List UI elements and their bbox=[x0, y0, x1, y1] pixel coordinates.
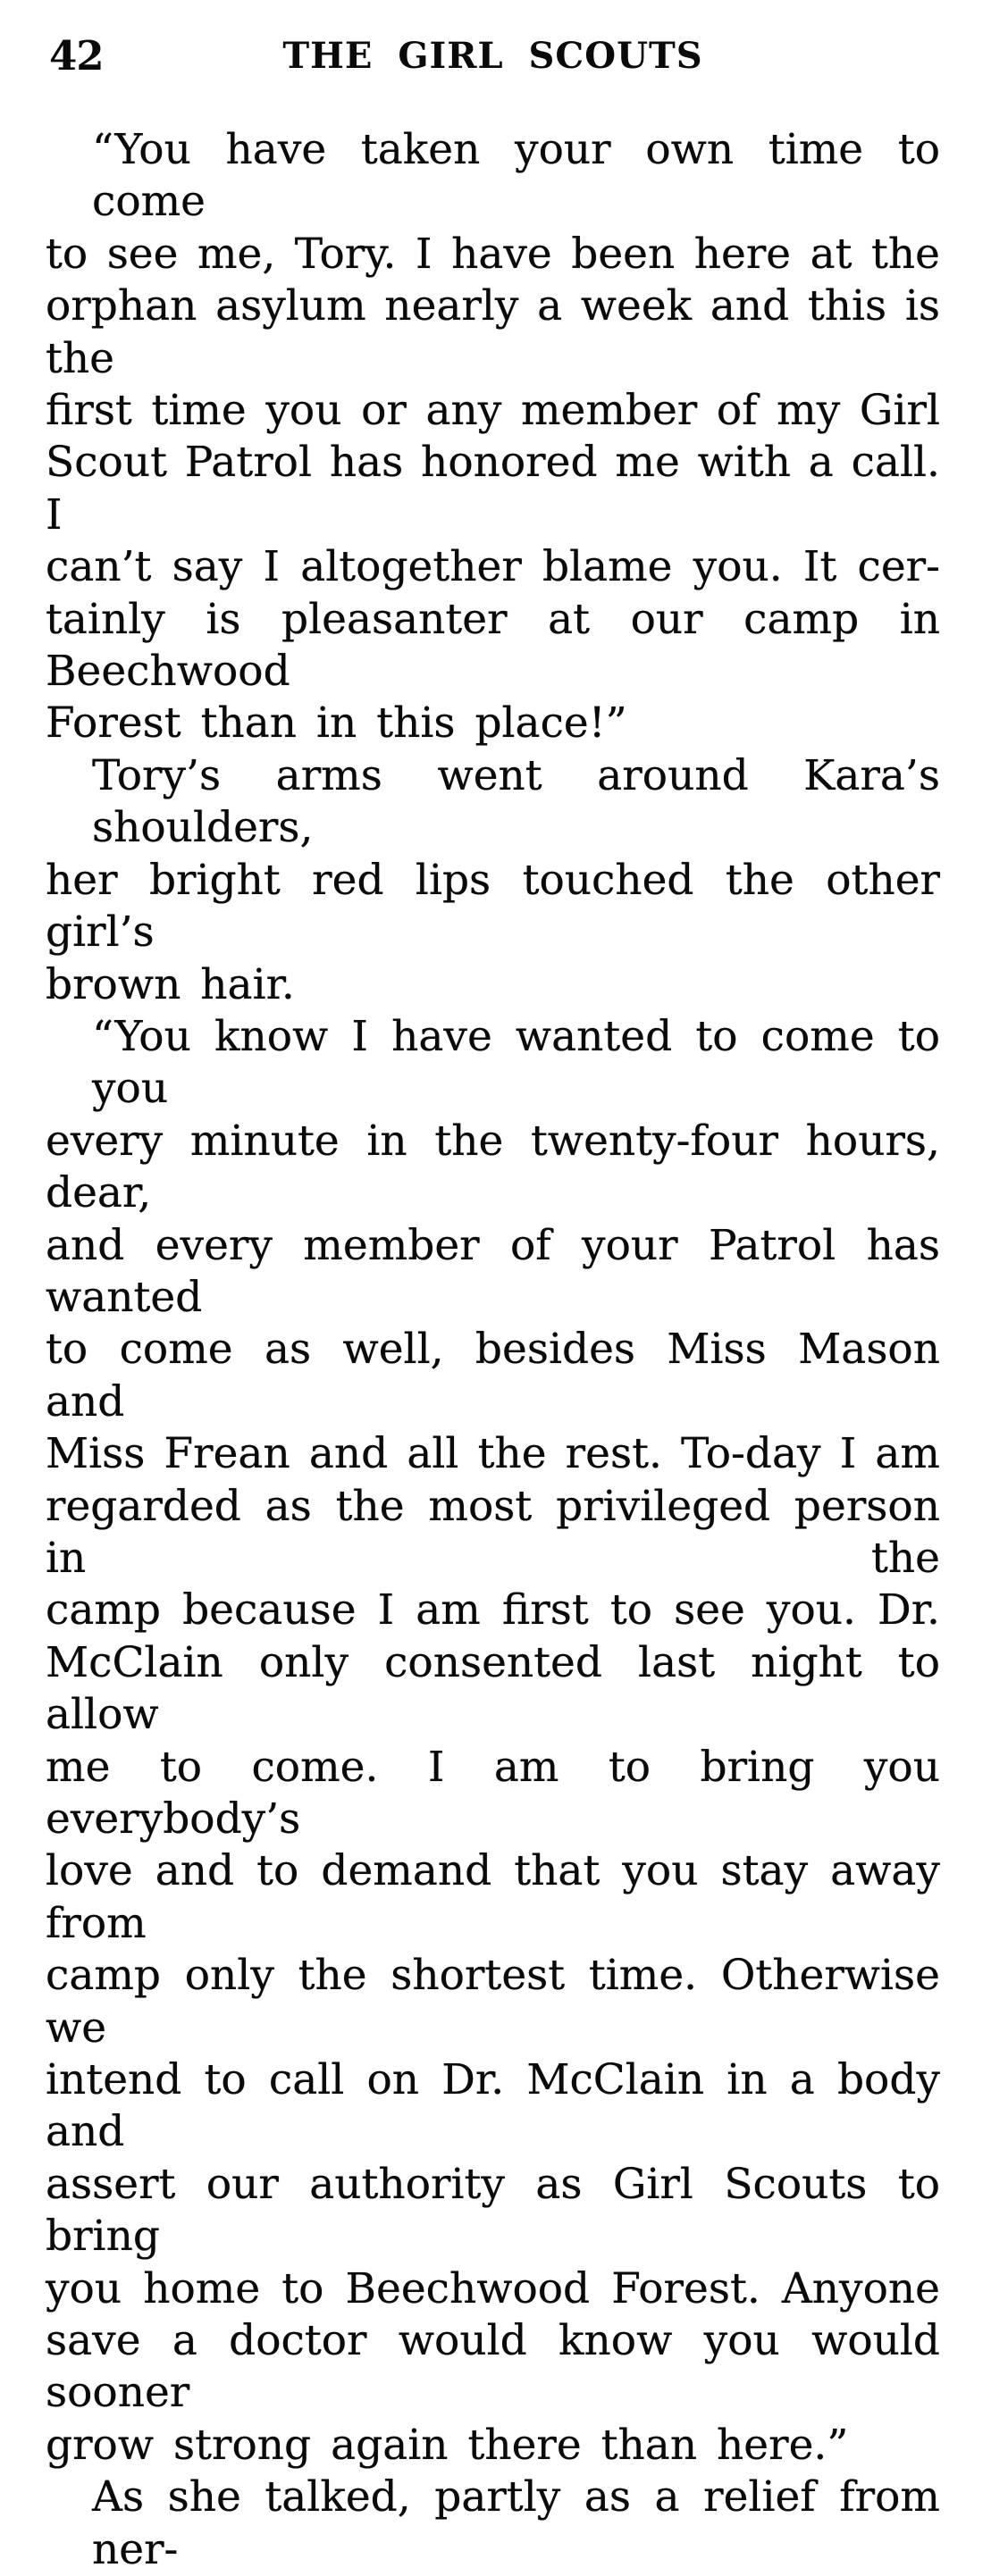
text-line: Scout Patrol has honored me with a call. I bbox=[46, 438, 940, 539]
text-line: camp only the shortest time. Otherwise we bbox=[46, 1951, 940, 2053]
text-line: can’t say I altogether blame you. It cer- bbox=[46, 542, 940, 592]
paragraph bbox=[46, 1011, 940, 2471]
page-header bbox=[46, 34, 940, 84]
text-line: Tory’s arms went around Kara’s shoulders, bbox=[92, 750, 940, 853]
text-line: first time you or any member of my Girl bbox=[46, 386, 940, 436]
text-line: regarded as the most privileged person in the bbox=[46, 1481, 940, 1583]
text-line: camp because I am first to see you. Dr. bbox=[46, 1585, 940, 1635]
text-line: every minute in the twenty-four hours, dear, bbox=[46, 1116, 940, 1218]
text-line: and every member of your Patrol has wanted bbox=[46, 1220, 940, 1322]
page-title: THE GIRL SCOUTS bbox=[282, 35, 703, 77]
text-line: me to come. I am to bring you everybody’s bbox=[46, 1742, 940, 1844]
paragraph bbox=[46, 2471, 940, 2576]
text-line: assert our authority as Girl Scouts to bring bbox=[46, 2159, 940, 2262]
text-line: you home to Beechwood Forest. Anyone bbox=[46, 2263, 940, 2313]
text-line: save a doctor would know you would sooner bbox=[46, 2316, 940, 2418]
text-line: to see me, Tory. I have been here at the bbox=[46, 229, 940, 279]
paragraph bbox=[46, 124, 940, 750]
page-body bbox=[46, 124, 940, 2576]
text-line: tainly is pleasanter at our camp in Beechwood bbox=[46, 594, 940, 697]
page-number: 42 bbox=[49, 32, 104, 79]
text-line: McClain only consented last night to allow bbox=[46, 1637, 940, 1740]
text-line: orphan asylum nearly a week and this is the bbox=[46, 281, 940, 383]
paragraph bbox=[46, 750, 940, 1011]
text-line: love and to demand that you stay away from bbox=[46, 1846, 940, 1948]
text-line: Forest than in this place!” bbox=[46, 698, 627, 749]
text-line: As she talked, partly as a relief from ner- bbox=[92, 2472, 940, 2574]
text-line: intend to call on Dr. McClain in a body and bbox=[46, 2055, 940, 2157]
text-line: her bright red lips touched the other girl’s bbox=[46, 855, 940, 958]
text-line: “You know I have wanted to come to you bbox=[92, 1011, 940, 1114]
text-line: “You have taken your own time to come bbox=[92, 125, 940, 227]
text-line: Miss Frean and all the rest. To-day I am bbox=[46, 1429, 940, 1479]
text-line: to come as well, besides Miss Mason and bbox=[46, 1325, 940, 1426]
text-line: brown hair. bbox=[46, 959, 295, 1009]
text-line: grow strong again there than here.” bbox=[46, 2420, 849, 2470]
